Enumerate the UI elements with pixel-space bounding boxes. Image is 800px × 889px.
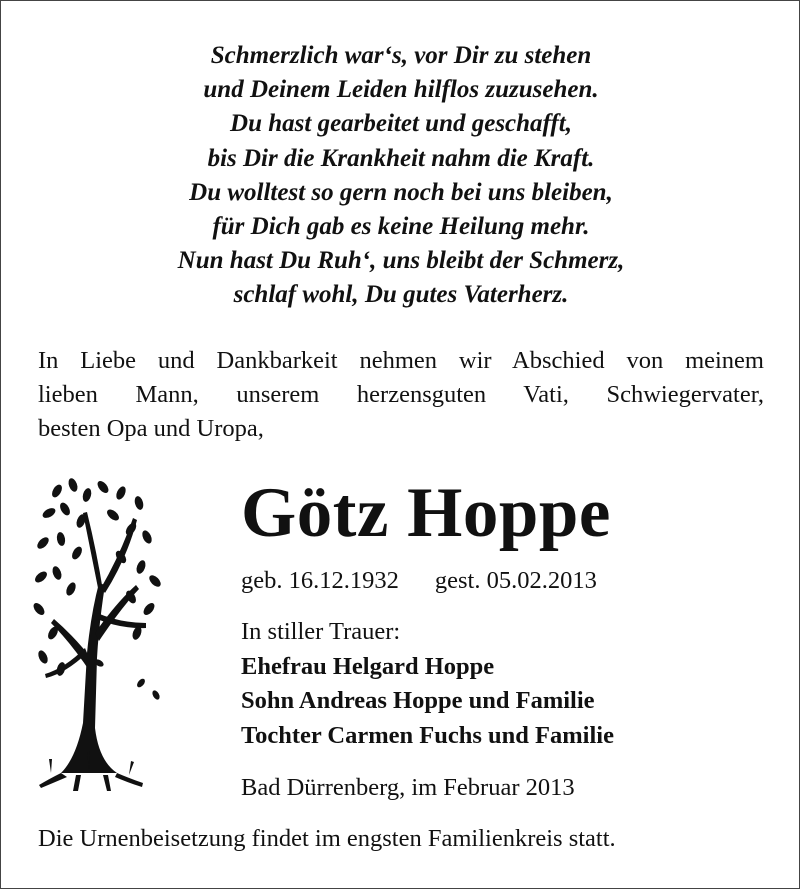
- deceased-name: Götz Hoppe: [241, 474, 611, 552]
- birth-date: geb. 16.12.1932: [241, 567, 399, 594]
- poem: [1, 39, 800, 313]
- burial-note: Die Urnenbeisetzung findet im engsten Familienkreis statt.: [38, 825, 616, 852]
- poem-line: und Deinem Leiden hilflos zuzusehen.: [203, 76, 599, 104]
- poem-line: für Dich gab es keine Heilung mehr.: [212, 213, 590, 241]
- place-date: Bad Dürrenberg, im Februar 2013: [241, 774, 575, 801]
- poem-line: Du wolltest so gern noch bei uns bleiben,: [189, 178, 613, 206]
- intro-line: besten Opa und Uropa,: [38, 415, 264, 442]
- poem-line: bis Dir die Krankheit nahm die Kraft.: [207, 144, 595, 172]
- poem-line: Du hast gearbeitet und geschafft,: [230, 110, 572, 138]
- mourner-name: Ehefrau Helgard Hoppe: [241, 652, 495, 680]
- poem-line: schlaf wohl, Du gutes Vaterherz.: [233, 281, 569, 309]
- tree-icon: [21, 473, 171, 793]
- mourner-name: Sohn Andreas Hoppe und Familie: [241, 687, 595, 714]
- poem-line: Schmerzlich war‘s, vor Dir zu stehen: [210, 42, 592, 69]
- life-dates: [241, 566, 597, 596]
- mourners-heading: In stiller Trauer:: [241, 618, 401, 645]
- mourner-name: Tochter Carmen Fuchs und Familie: [241, 721, 614, 749]
- intro-line: In Liebe und Dankbarkeit nehmen wir Abschied von meinem: [38, 347, 764, 374]
- intro-line: lieben Mann, unserem herzensguten Vati, Schwiegervater,: [38, 381, 764, 408]
- intro-text: [38, 344, 764, 446]
- death-date: gest. 05.02.2013: [434, 567, 597, 594]
- poem-line: Nun hast Du Ruh‘, uns bleibt der Schmerz,: [177, 247, 625, 275]
- mourners-block: [241, 615, 614, 753]
